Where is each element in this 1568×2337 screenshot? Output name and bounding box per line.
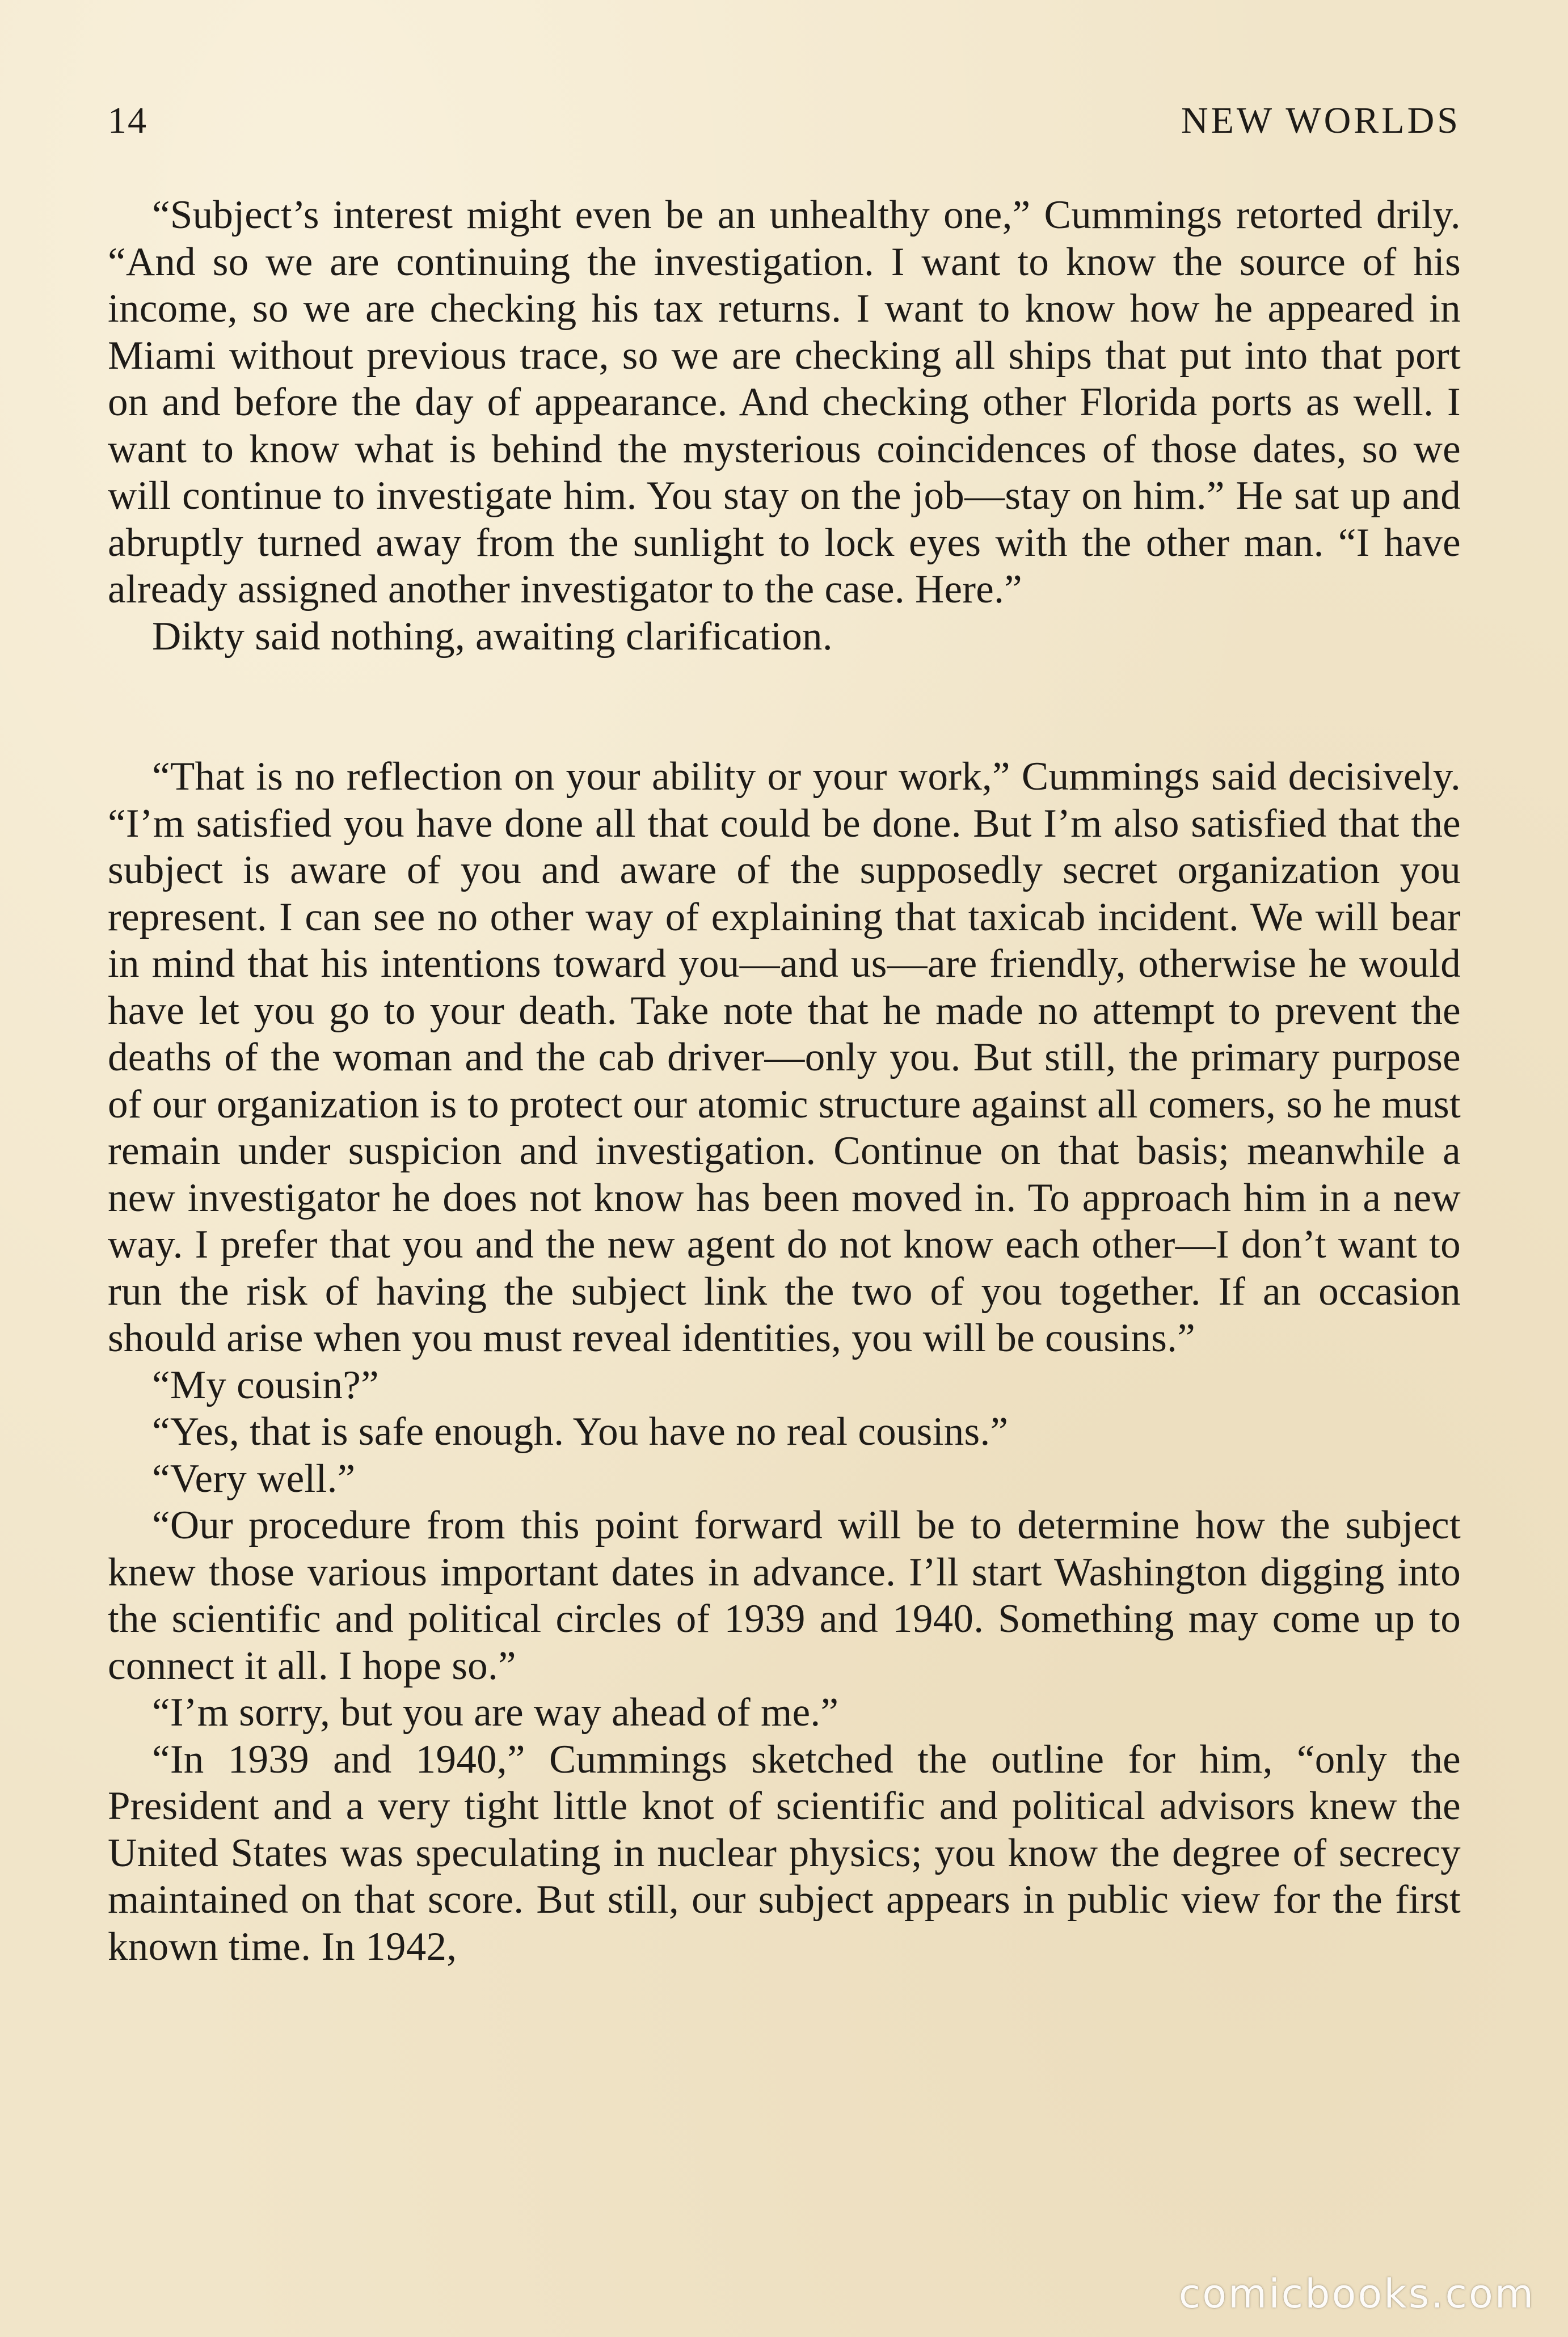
paragraph-7: “Our procedure from this point forward will be to determine how the subject knew those various important dates in advance. I’ll start Washington digging into the scientific and political circles of 1939 and 1940. Something may come up to connect it all. I hope so.”	[108, 1503, 1461, 1688]
section-break	[108, 660, 1461, 753]
body-text	[108, 192, 1461, 1970]
paragraph-8: “I’m sorry, but you are way ahead of me.”	[152, 1690, 839, 1735]
page-number: 14	[108, 100, 147, 141]
paragraph-6: “Very well.”	[152, 1456, 356, 1501]
paragraph-1: “Subject’s interest might even be an unhealthy one,” Cummings retorted drily. “And so we are continuing the investigation. I want to know the source of his income, so we are checking his tax returns. I want to know how he appeared in Miami without previous trace, so we are checking all ships that put into that port on and before the day of appearance. And checking other Florida ports as well. I want to know what is behind the mysterious coincidences of those dates, so we will continue to investigate him. You stay on the job—stay on him.” He sat up and abruptly turned away from the sunlight to lock eyes with the other man. “I have already assigned another investigator to the case. Here.”	[108, 193, 1461, 611]
paragraph-4: “My cousin?”	[152, 1362, 379, 1407]
paragraph-5: “Yes, that is safe enough. You have no real cousins.”	[152, 1410, 1009, 1454]
paragraph-2: Dikty said nothing, awaiting clarification.	[152, 614, 833, 659]
page-header	[108, 99, 1461, 150]
paragraph-3: “That is no reflection on your ability or your work,” Cummings said decisively. “I’m satisfied you have done all that could be done. But I’m also satisfied that the subject is aware of you and aware of the supposedly secret organization you represent. I can see no other way of explaining that taxicab incident. We will bear in mind that his intentions toward you—and us—are friendly, otherwise he would have let you go to your death. Take note that he made no attempt to prevent the deaths of the woman and the cab driver—only you. But still, the primary purpose of our organization is to protect our atomic structure against all comers, so he must remain under suspicion and investigation. Continue on that basis; meanwhile a new investigator he does not know has been moved in. To approach him in a new way. I prefer that you and the new agent do not know each other—I don’t want to run the risk of having the subject link the two of you together. If an occasion should arise when you must reveal identities, you will be cousins.”	[108, 754, 1461, 1360]
paragraph-9: “In 1939 and 1940,” Cummings sketched the outline for him, “only the President and a very tight little knot of scientific and political advisors knew the United States was speculating in nuclear physics; you know the degree of secrecy maintained on that score. But still, our subject appears in public view for the first known time. In 1942,	[108, 1737, 1461, 1969]
watermark-text: comicbooks.com	[1178, 2271, 1535, 2317]
running-head: NEW WORLDS	[1181, 100, 1461, 141]
